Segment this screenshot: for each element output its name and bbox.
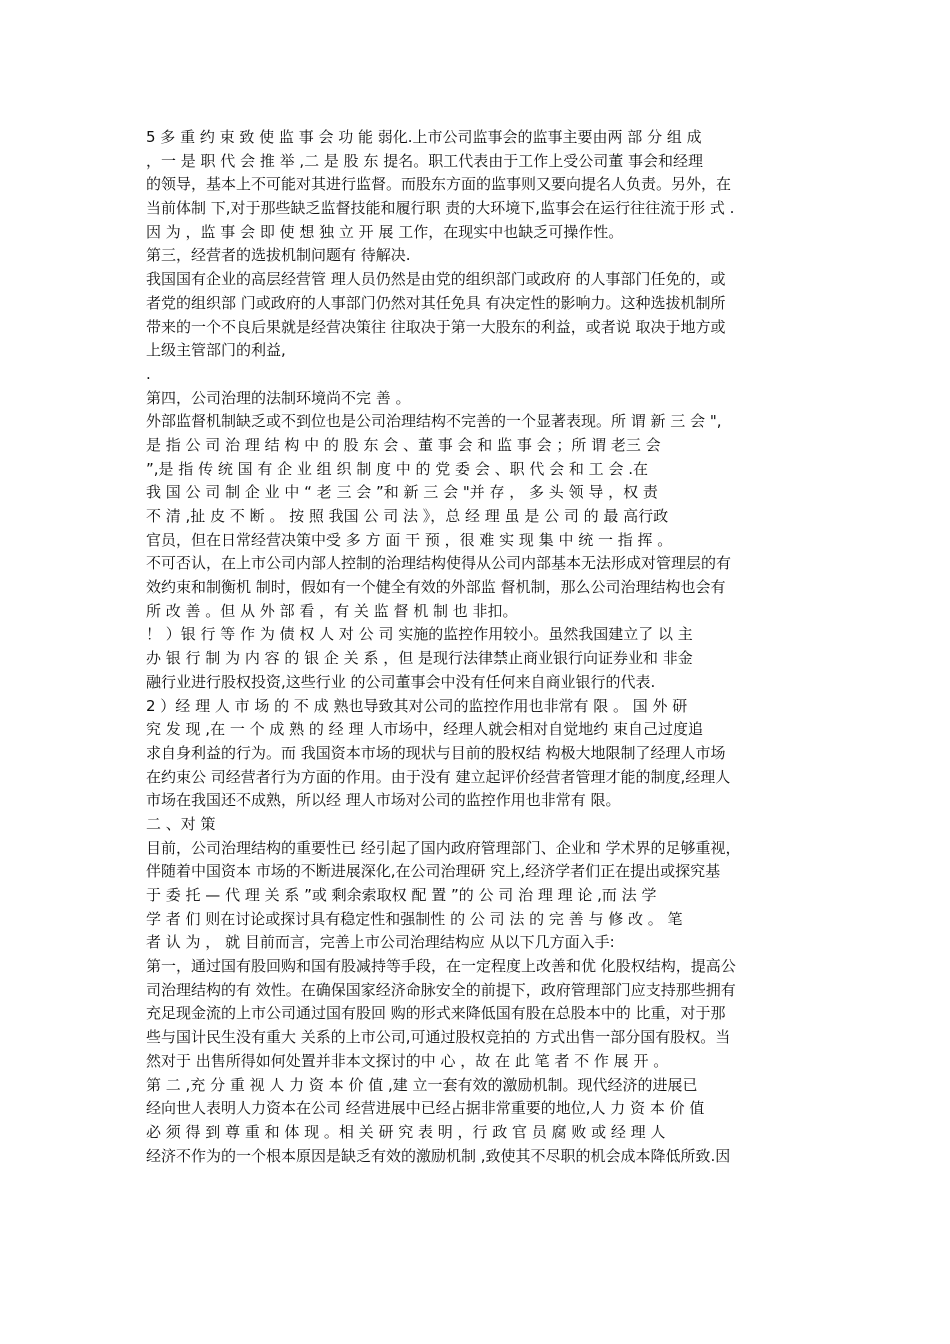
text-line: 的领导，基本上不可能对其进行监督。而股东方面的监事则又要向提名人负责。另外，在 (146, 175, 732, 194)
text-line: 经济不作为的一个根本原因是缺乏有效的激励机制 ,致使其不尽职的机会成本降低所致.因 (146, 1146, 731, 1165)
text-line: 不 清 ,扯 皮 不 断 。 按 照 我国 公 司 法 》，总 经 理 虽 是 公 司 的 最 高行政 (146, 507, 669, 525)
text-line: 求自身利益的行为。而 我国资本市场的现状与目前的股权结 构极大地限制了经理人市场 (146, 743, 726, 762)
text-line: 第 二 ,充 分 重 视 人 力 资 本 价 值 ,建 立一套有效的激励机制。现代经济的进展已 (146, 1075, 698, 1094)
text-line: 于 委 托 — 代 理 关 系 ”或 剩余索取权 配 置 ”的 公 司 治 理 理 论 ,而 法 学 (146, 886, 657, 904)
text-line: 者 认 为 ， 就 目前而言，完善上市公司治理结构应 从以下几方面入手: (146, 933, 615, 952)
text-line: 第一，通过国有股回购和国有股减持等手段，在一定程度上改善和优 化股权结构，提高公 (146, 957, 736, 976)
text-line: 者党的组织部 门或政府的人事部门仍然对其任免具 有决定性的影响力。这种选拔机制所 (146, 293, 726, 312)
text-line: 些与国计民生没有重大 关系的上市公司,可通过股权竞拍的 方式出售一部分国有股权。当 (146, 1028, 731, 1047)
text-line: 究 发 现 ,在 一 个 成 熟 的 经 理 人市场中，经理人就会相对自觉地约 束自己过度追 (146, 720, 703, 739)
text-line: 带来的一个不良后果就是经营决策往 往取决于第一大股东的利益，或者说 取决于地方或 (146, 317, 726, 336)
text-line: 不可否认，在上市公司内部人控制的治理结构使得从公司内部基本无法形成对管理层的有 (146, 554, 732, 573)
text-line: 必 须 得 到 尊 重 和 体 现 。相 关 研 究 表 明 ，行 政 官 员 腐 败 或 经 理 人 (146, 1122, 666, 1141)
text-line: 学 者 们 则在讨论或探讨具有稳定性和强制性 的 公 司 法 的 完 善 与 修 改 。 笔 (146, 909, 683, 928)
text-line: 效约束和制衡机 制时，假如有一个健全有效的外部监 督机制，那么公司治理结构也会有 (146, 578, 726, 597)
text-line: 上级主管部门的利益, (146, 341, 286, 360)
text-line: 市场在我国还不成熟，所以经 理人市场对公司的监控作用也非常有 限。 (146, 791, 621, 810)
text-line: 我 国 公 司 制 企 业 中 “ 老 三 会 ”和 新 三 会 "并 存 ， 多 头 领 导 ，权 责 (146, 483, 658, 502)
text-line: 外部监督机制缺乏或不到位也是公司治理结构不完善的一个显著表现。所 谓 新 三 会 ", (146, 412, 722, 431)
text-line: 是 指 公 司 治 理 结 构 中 的 股 东 会 、董 事 会 和 监 事 会 ；所 谓 老三 会 (146, 435, 661, 454)
text-line: 在约束公 司经营者行为方面的作用。由于没有 建立起评价经营者管理才能的制度,经理人 (146, 767, 731, 786)
text-line: 目前，公司治理结构的重要性已 经引起了国内政府管理部门、企业和 学术界的足够重视， (146, 838, 741, 857)
text-line: ！ ）银 行 等 作 为 债 权 人 对 公 司 实施的监控作用较小。虽然我国建立了 以 主 (146, 625, 693, 644)
text-line: 我国国有企业的高层经营管 理人员仍然是由党的组织部门或政府 的人事部门任免的，或 (146, 270, 726, 289)
text-line: 融行业进行股权投资,这些行业 的公司董事会中没有任何来自商业银行的代表. (146, 672, 656, 691)
text-line: 二 、对 策 (146, 814, 216, 833)
text-line: 第三，经营者的选拔机制问题有 待解决. (146, 246, 411, 265)
text-line: . (146, 364, 151, 383)
text-line: 官员，但在日常经营决策中受 多 方 面 干 预 ，很 难 实 现 集 中 统 一 指 挥 。 (146, 530, 673, 549)
text-line: ”,是 指 传 统 国 有 企 业 组 织 制 度 中 的 党 委 会 、职 代 会 和 工 会 .在 (146, 459, 648, 478)
text-line: 所 改 善 。但 从 外 部 看 ，有 关 监 督 机 制 也 非扣。 (146, 601, 518, 620)
text-line: 第四，公司治理的法制环境尚不完 善 。 (146, 388, 411, 407)
text-line: 办 银 行 制 为 内 容 的 银 企 关 系 ，但 是现行法律禁止商业银行向证券业和 非金 (146, 649, 693, 668)
text-line: 司治理结构的有 效性。在确保国家经济命脉安全的前提下，政府管理部门应支持那些拥有 (146, 980, 736, 999)
text-line: 然对于 出售所得如何处置并非本文探讨的中 心 ，故 在 此 笔 者 不 作 展 开 。 (146, 1051, 669, 1070)
text-line: 2 ）经 理 人 市 场 的 不 成 熟也导致其对公司的监控作用也非常有 限 。 国 外 研 (146, 696, 688, 715)
document-body (146, 126, 814, 1168)
text-line: ，一 是 职 代 会 推 举 ,二 是 股 东 提名。职工代表由于工作上受公司董 事会和经理 (146, 151, 703, 170)
text-line: 伴随着中国资本 市场的不断进展深化,在公司治理研 究上,经济学者们正在提出或探究基 (146, 862, 721, 881)
text-line: 当前体制 下,对于那些缺乏监督技能和履行职 责的大环境下,监事会在运行往往流于形 式 . (146, 199, 735, 218)
text-line: 经向世人表明人力资本在公司 经营进展中已经占据非常重要的地位,人 力 资 本 价 值 (146, 1099, 705, 1118)
text-line: 5 多 重 约 束 致 使 监 事 会 功 能 弱化.上市公司监事会的监事主要由两 部 分 组 成 (146, 128, 702, 146)
text-line: 充足现金流的上市公司通过国有股回 购的形式来降低国有股在总股本中的 比重，对于那 (146, 1004, 726, 1023)
text-line: 因 为 ，监 事 会 即 使 想 独 立 开 展 工作，在现实中也缺乏可操作性。 (146, 222, 624, 241)
